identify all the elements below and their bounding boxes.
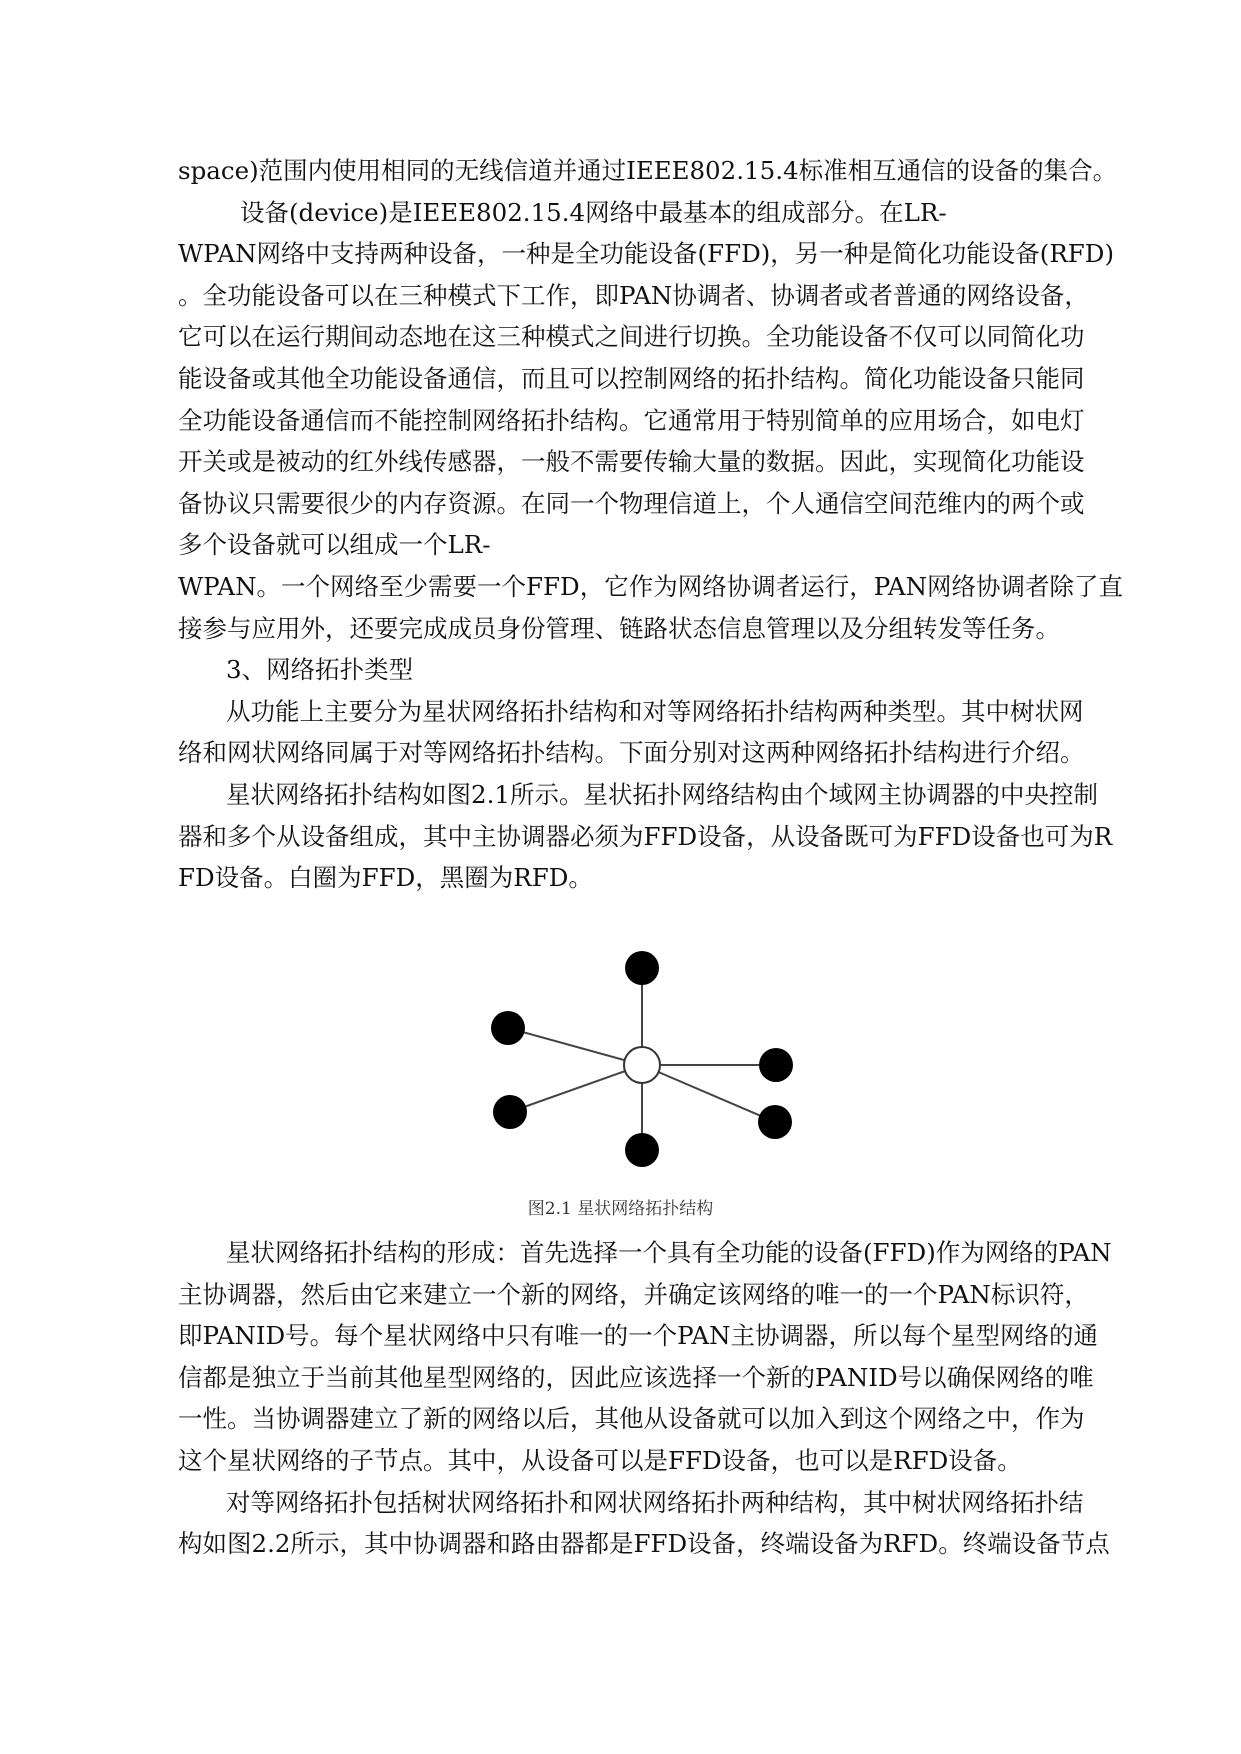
text-line: 开关或是被动的红外线传感器，一般不需要传输大量的数据。因此，实现简化功能设 — [178, 447, 1085, 477]
text-line: 星状网络拓扑结构的形成：首先选择一个具有全功能的设备(FFD)作为网络的PAN — [226, 1238, 1112, 1267]
text-line: 它可以在运行期间动态地在这三种模式之间进行切换。全功能设备不仅可以同简化功 — [178, 322, 1085, 352]
ffd-coordinator-node — [624, 1047, 660, 1083]
text-line: 接参与应用外，还要完成成员身份管理、链路状态信息管理以及分组转发等任务。 — [178, 613, 1060, 643]
link-upper-left — [508, 1028, 642, 1065]
text-line: WPAN网络中支持两种设备，一种是全功能设备(FFD)，另一种是简化功能设备(RFD) — [178, 239, 1115, 269]
text-line: 能设备或其他全功能设备通信，而且可以控制网络的拓扑结构。简化功能设备只能同 — [178, 363, 1085, 393]
text-line: 这个星状网络的子节点。其中，从设备可以是FFD设备，也可以是RFD设备。 — [178, 1445, 1022, 1475]
link-lower-right — [642, 1065, 775, 1122]
rfd-node-upper-left — [491, 1011, 525, 1045]
text-line: 备协议只需要很少的内存资源。在同一个物理信道上，个人通信空间范维内的两个或 — [178, 488, 1085, 518]
text-line: WPAN。一个网络至少需要一个FFD，它作为网络协调者运行，PAN网络协调者除了直 — [178, 571, 1124, 601]
text-line: 。全功能设备可以在三种模式下工作，即PAN协调者、协调者或者普通的网络设备， — [178, 280, 1089, 310]
text-line: 设备(device)是IEEE802.15.4网络中最基本的组成部分。在LR- — [240, 197, 947, 227]
text-line: 主协调器，然后由它来建立一个新的网络，并确定该网络的唯一的一个PAN标识符， — [178, 1279, 1089, 1309]
text-line: 信都是独立于当前其他星型网络的，因此应该选择一个新的PANID号以确保网络的唯 — [178, 1362, 1094, 1392]
text-line: 星状网络拓扑结构如图2.1所示。星状拓扑网络结构由个域网主协调器的中央控制 — [226, 779, 1098, 809]
text-line: 从功能上主要分为星状网络拓扑结构和对等网络拓扑结构两种类型。其中树状网 — [226, 696, 1084, 726]
text-line: 一性。当协调器建立了新的网络以后，其他从设备就可以加入到这个网络之中，作为 — [178, 1404, 1085, 1434]
star-topology-diagram — [470, 930, 830, 1180]
text-line: 多个设备就可以组成一个LR- — [178, 530, 491, 560]
text-line: 构如图2.2所示，其中协调器和路由器都是FFD设备，终端设备为RFD。终端设备节点 — [178, 1529, 1110, 1559]
text-block-1 — [178, 150, 1124, 899]
rfd-node-top — [625, 951, 659, 985]
section-heading: 3、网络拓扑类型 — [226, 655, 414, 685]
rfd-node-right — [759, 1048, 793, 1082]
text-block-2 — [178, 1232, 1118, 1565]
text-line: 对等网络拓扑包括树状网络拓扑和网状网络拓扑两种结构，其中树状网络拓扑结 — [226, 1487, 1084, 1517]
text-line: FD设备。白圈为FFD，黑圈为RFD。 — [178, 863, 593, 893]
figure-caption: 图2.1 星状网络拓扑结构 — [527, 1199, 714, 1219]
link-lower-left — [510, 1065, 642, 1112]
rfd-node-lower-right — [758, 1105, 792, 1139]
rfd-node-bottom — [625, 1133, 659, 1167]
text-line: 全功能设备通信而不能控制网络拓扑结构。它通常用于特别简单的应用场合，如电灯 — [178, 405, 1085, 435]
rfd-node-lower-left — [493, 1095, 527, 1129]
text-line: 即PANID号。每个星状网络中只有唯一的一个PAN主协调器，所以每个星型网络的通 — [178, 1321, 1099, 1351]
text-line: 络和网状网络同属于对等网络拓扑结构。下面分别对这两种网络拓扑结构进行介绍。 — [178, 738, 1085, 768]
text-line: space)范围内使用相同的无线信道并通过IEEE802.15.4标准相互通信的设备的集合。 — [178, 156, 1118, 185]
text-line: 器和多个从设备组成，其中主协调器必须为FFD设备，从设备既可为FFD设备也可为R — [178, 821, 1113, 851]
